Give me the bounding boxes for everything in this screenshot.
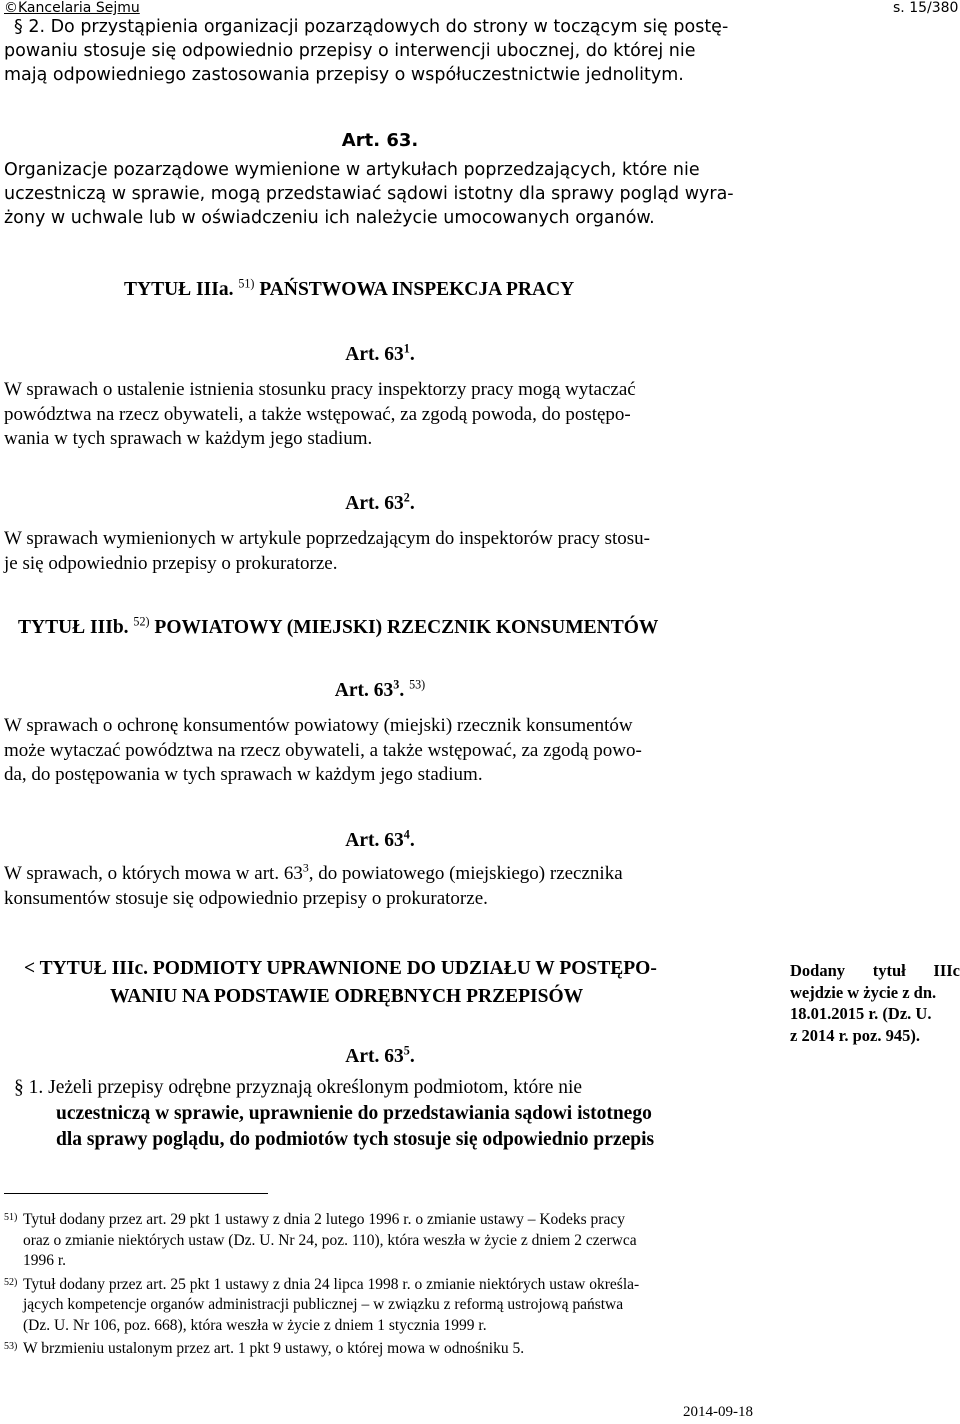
- footnote-line: Tytuł dodany przez art. 29 pkt 1 ustawy z dnia 2 lutego 1996 r. o zmianie ustawy – Kodeks pracy: [23, 1211, 625, 1228]
- article-sup: 5: [403, 1043, 410, 1058]
- title-line: WANIU NA PODSTAWIE ODRĘBNYCH PRZEPISÓW: [110, 986, 584, 1007]
- side-note-line: Dodany tytuł IIIc: [790, 961, 960, 980]
- article-heading-dot: .: [399, 680, 405, 701]
- article-heading-text: Art. 63: [345, 344, 404, 365]
- title-line: < TYTUŁ IIIc. PODMIOTY UPRAWNIONE DO UDZIAŁU W POSTĘPO-: [24, 958, 657, 979]
- title-3a-heading: [124, 276, 575, 301]
- side-note: [790, 960, 960, 1046]
- footnote-ref: 52): [133, 614, 150, 629]
- paragraph-line: Organizacje pozarządowe wymienione w artykułach poprzedzających, które nie: [4, 160, 700, 180]
- paragraph-line: je się odpowiednio przepisy o prokuratorze.: [4, 552, 338, 574]
- side-note-line: 18.01.2015 r. (Dz. U.: [790, 1004, 932, 1023]
- paragraph-line: W sprawach o ustalenie istnienia stosunku pracy inspektorzy pracy mogą wytaczać: [4, 379, 636, 400]
- title-name: POWIATOWY (MIEJSKI) RZECZNIK KONSUMENTÓW: [154, 617, 659, 638]
- title-name: PAŃSTWOWA INSPEKCJA PRACY: [259, 279, 575, 300]
- footnote-line: W brzmieniu ustalonym przez art. 1 pkt 9 ustawy, o której mowa w odnośniku 5.: [23, 1340, 525, 1357]
- paragraph-line: § 1. Jeżeli przepisy odrębne przyznają określonym podmiotom, które nie: [14, 1077, 583, 1098]
- article-63-1-body: [4, 378, 762, 452]
- article-sup: 2: [403, 490, 410, 505]
- article-heading: [0, 341, 760, 366]
- paragraph-line: dla sprawy poglądu, do podmiotów tych stosuje się odpowiednio przepis: [56, 1129, 655, 1150]
- text-run: , do powiatowego (miejskiego) rzecznika: [308, 863, 623, 884]
- paragraph-line: W sprawach wymienionych w artykule poprzedzającym do inspektorów pracy stosu-: [4, 528, 650, 549]
- article-sup: 4: [403, 827, 410, 842]
- footnotes: [4, 1210, 762, 1360]
- side-note-line: z 2014 r. poz. 945).: [790, 1025, 921, 1045]
- footnote-item: 53) W brzmieniu ustalonym przez art. 1 pkt 9 ustawy, o której mowa w odnośniku 5.: [4, 1339, 762, 1360]
- paragraph-line: uczestniczą w sprawie, mogą przedstawiać sądowi istotny dla sprawy pogląd wyra-: [4, 184, 734, 204]
- paragraph-line: da, do postępowania w tych sprawach w każdym jego stadium.: [4, 764, 483, 785]
- title-3c-heading: [24, 955, 764, 1011]
- article-sup: 3: [393, 677, 400, 692]
- article-sup: 1: [403, 341, 410, 356]
- source-link-text[interactable]: ©Kancelaria Sejmu: [4, 0, 140, 16]
- article-63-2-body: [4, 527, 762, 576]
- article-heading-dot: .: [409, 493, 415, 514]
- article-heading-text: Art. 63: [345, 1046, 404, 1067]
- footer-date: 2014-09-18: [683, 1404, 753, 1420]
- article-63-body: [4, 158, 762, 230]
- footnote-line: Tytuł dodany przez art. 25 pkt 1 ustawy z dnia 24 lipca 1998 r. o zmianie niektórych ustaw określa-: [23, 1275, 640, 1293]
- footnote-ref: 53): [409, 677, 426, 692]
- article-heading-dot: .: [409, 344, 415, 365]
- paragraph-line: uczestniczą w sprawie, uprawnienie do przedstawiania sądowi istotnego: [56, 1103, 652, 1124]
- article-63-3-body: [4, 714, 762, 788]
- footnote-line: jących kompetencje organów administracji publicznej – w związku z reformą ustrojową państwa: [23, 1296, 624, 1313]
- article-heading: [0, 130, 760, 151]
- footnote-line: oraz o zmianie niektórych ustaw (Dz. U. Nr 24, poz. 110), która weszła w życie z dniem 2 czerwca: [23, 1231, 637, 1249]
- paragraph-line: [4, 862, 762, 887]
- paragraph-line: powództwa na rzecz obywateli, a także wstępować, za zgodą powoda, do postępo-: [4, 403, 631, 425]
- article-heading-text: Art. 63: [334, 680, 394, 701]
- text-run: W sprawach, o których mowa w art. 63: [4, 863, 303, 884]
- footnote-line: 1996 r.: [23, 1252, 67, 1269]
- paragraph-line: powaniu stosuje się odpowiednio przepisy o interwencji ubocznej, do której nie: [4, 41, 696, 61]
- article-heading: [0, 1043, 760, 1068]
- article-heading: [0, 677, 760, 702]
- article-heading-text: Art. 63: [345, 493, 404, 514]
- paragraph-line: § 2. Do przystąpienia organizacji pozarządowych do strony w toczącym się postę-: [14, 17, 729, 37]
- paragraph-line: żony w uchwale lub w oświadczeniu ich należycie umocowanych organów.: [4, 208, 655, 228]
- article-heading: [0, 490, 760, 515]
- header-source-link[interactable]: [4, 0, 140, 16]
- footnote-separator: [4, 1193, 268, 1194]
- article-heading: [0, 827, 760, 852]
- title-3b-heading: [18, 614, 659, 639]
- side-note-line: wejdzie w życie z dn.: [790, 982, 937, 1002]
- paragraph-2: [4, 15, 762, 87]
- article-63-5-body: [14, 1075, 762, 1153]
- footnote-item: 51) Tytuł dodany przez art. 29 pkt 1 ustawy z dnia 2 lutego 1996 r. o zmianie ustawy – Kodeks pracy oraz o zmianie niektórych ustaw (Dz. U. Nr 24, poz. 110), która weszła w życie z dniem 2 czerwca 1996 r.: [4, 1210, 762, 1272]
- article-63-4-body: [4, 862, 762, 911]
- footnote-item: 52) Tytuł dodany przez art. 25 pkt 1 ustawy z dnia 24 lipca 1998 r. o zmianie niektórych ustaw określa- jących kompetencje organów administracji publicznej – w związku z reformą ustrojową państwa (Dz. U. Nr 106, poz. 668), która weszła w życie z dniem 1 stycznia 1999 r.: [4, 1275, 762, 1337]
- header-page-number: s. 15/380: [893, 0, 959, 16]
- footnote-line: (Dz. U. Nr 106, poz. 668), która weszła w życie z dniem 1 stycznia 1999 r.: [23, 1316, 487, 1334]
- article-heading-text: Art. 63.: [341, 130, 419, 151]
- title-prefix: TYTUŁ IIIb.: [18, 617, 129, 638]
- article-sup: 3: [302, 861, 309, 875]
- title-prefix: TYTUŁ IIIa.: [124, 279, 234, 300]
- article-heading-dot: .: [409, 1046, 415, 1067]
- paragraph-line: wania w tych sprawach w każdym jego stadium.: [4, 428, 373, 449]
- footnote-ref: 51): [238, 276, 255, 291]
- paragraph-line: może wytaczać powództwa na rzecz obywateli, a także wstępować, za zgodą powo-: [4, 739, 642, 761]
- article-heading-text: Art. 63: [345, 830, 404, 851]
- paragraph-line: W sprawach o ochronę konsumentów powiatowy (miejski) rzecznik konsumentów: [4, 715, 633, 736]
- article-heading-dot: .: [409, 830, 415, 851]
- paragraph-line: mają odpowiedniego zastosowania przepisy o współuczestnictwie jednolitym.: [4, 65, 684, 85]
- paragraph-line: konsumentów stosuje się odpowiednio przepisy o prokuratorze.: [4, 887, 488, 909]
